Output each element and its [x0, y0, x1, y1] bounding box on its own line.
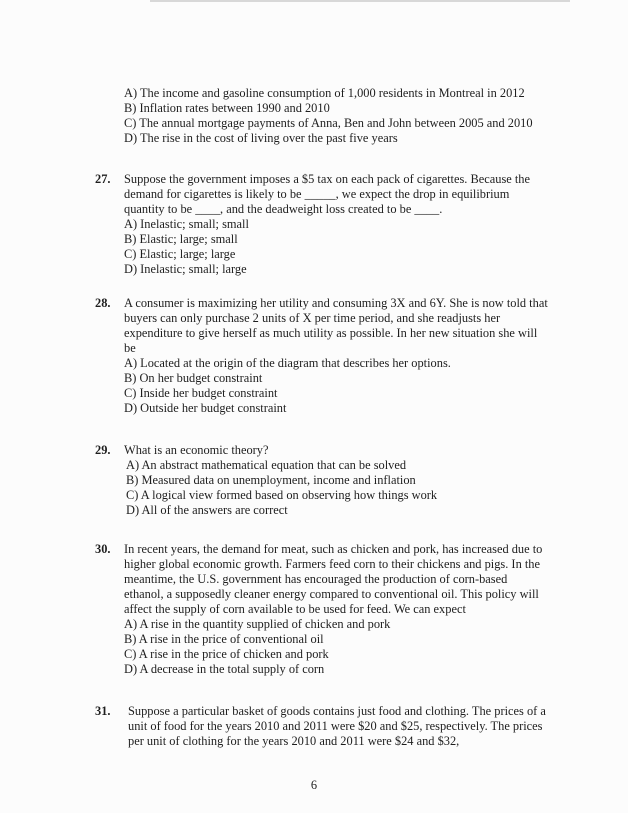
question-number: 29.: [95, 443, 111, 457]
option-a: A) Inelastic; small; small: [124, 217, 249, 231]
option-d: D) All of the answers are correct: [126, 503, 288, 517]
option-b: B) A rise in the price of conventional oil: [124, 632, 324, 646]
option-c: C) The annual mortgage payments of Anna, Ben and John between 2005 and 2010: [124, 116, 533, 130]
option-c: C) Elastic; large; large: [124, 247, 236, 261]
option-b: B) Inflation rates between 1990 and 2010: [124, 101, 330, 115]
question-text: A consumer is maximizing her utility and consuming 3X and 6Y. She is now told that buyers can only purchase 2 units of X per time period, and she readjusts her expenditure to give herself as much utility as possible. In her new situation she will be: [124, 296, 548, 355]
question-text: Suppose the government imposes a $5 tax on each pack of cigarettes. Because the demand for cigarettes is likely to be _____, we expect the drop in equilibrium quantity to be ____, and the deadweight loss created to be ____.: [124, 172, 531, 216]
option-a: A) An abstract mathematical equation that can be solved: [126, 458, 407, 472]
option-d: D) Inelastic; small; large: [124, 262, 247, 276]
option-c: C) A logical view formed based on observing how things work: [126, 488, 438, 502]
question-text: Suppose a particular basket of goods contains just food and clothing. The prices of a unit of food for the years 2010 and 2011 were $20 and $25, respectively. The prices per unit of clothing for the years 2010 and 2011 were $24 and $32,: [128, 704, 546, 748]
option-d: D) A decrease in the total supply of corn: [124, 662, 325, 676]
question-text: What is an economic theory?: [124, 443, 269, 457]
page-number: 6: [310, 778, 318, 792]
option-c: C) Inside her budget constraint: [124, 386, 278, 400]
question-number: 30.: [95, 542, 111, 556]
question-text: In recent years, the demand for meat, such as chicken and pork, has increased due to higher global economic growth. Farmers feed corn to their chickens and pigs. In the meantime, the U.S. government has encouraged the production of corn-based ethanol, a supposedly cleaner energy compared to conventional oil. This policy will affect the supply of corn available to be used for feed. We can expect: [124, 542, 543, 616]
option-b: B) Elastic; large; small: [124, 232, 238, 246]
option-a: A) The income and gasoline consumption of 1,000 residents in Montreal in 2012: [124, 86, 525, 100]
question-number: 31.: [95, 704, 111, 718]
option-b: B) On her budget constraint: [124, 371, 263, 385]
option-c: C) A rise in the price of chicken and pork: [124, 647, 329, 661]
question-number: 28.: [95, 296, 111, 310]
option-a: A) A rise in the quantity supplied of chicken and pork: [124, 617, 391, 631]
option-d: D) Outside her budget constraint: [124, 401, 287, 415]
question-number: 27.: [95, 172, 111, 186]
scan-edge-line: [150, 0, 570, 2]
option-b: B) Measured data on unemployment, income and inflation: [126, 473, 416, 487]
option-d: D) The rise in the cost of living over the past five years: [124, 131, 398, 145]
option-a: A) Located at the origin of the diagram that describes her options.: [124, 356, 451, 370]
